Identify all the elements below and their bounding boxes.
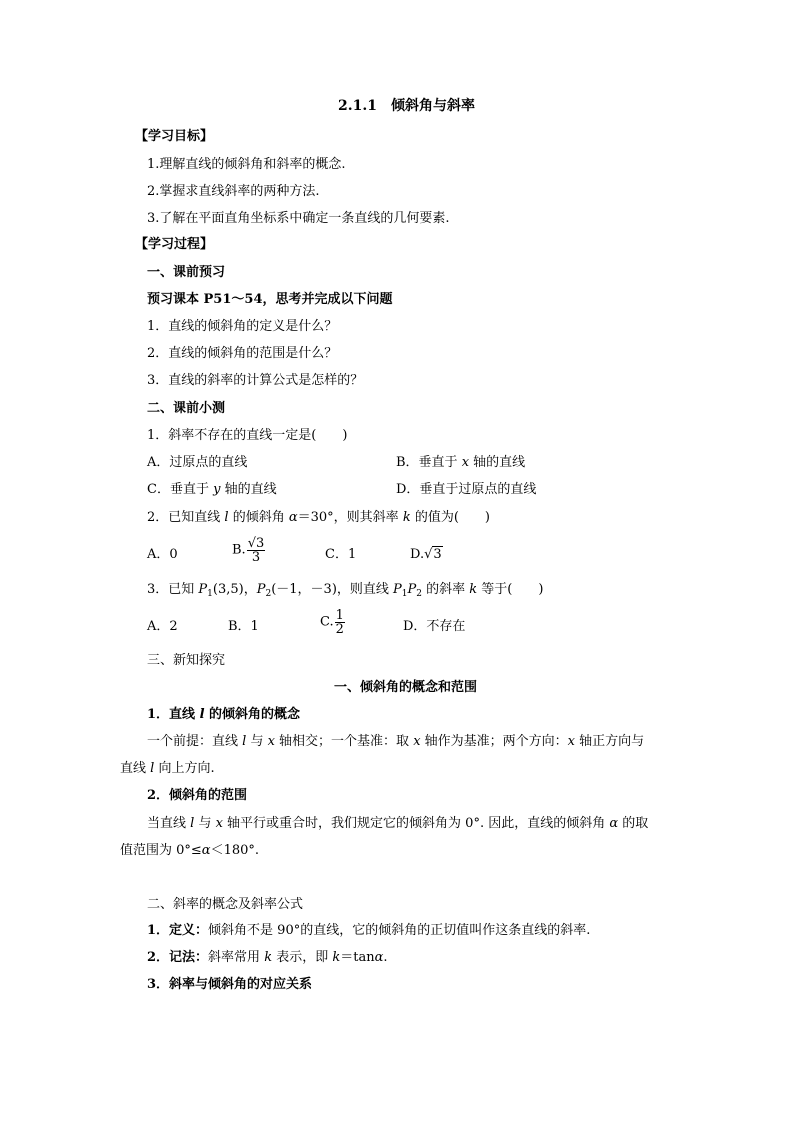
preview-question: 1．直线的倾斜角的定义是什么？: [147, 319, 338, 334]
section-1-item-2-text: 当直线 l 与 x 轴平行或重合时，我们规定它的倾斜角为 0°. 因此，直线的倾斜角 α 的取: [147, 816, 649, 831]
section-1-item-2-title: 2．倾斜角的范围: [147, 788, 248, 803]
question-1-option-d: D．垂直于过原点的直线: [396, 482, 537, 497]
section-2-item-1: 1．定义：倾斜角不是 90°的直线，它的倾斜角的正切值叫作这条直线的斜率.: [147, 923, 591, 938]
quiz-header: 二、课前小测: [147, 401, 226, 416]
section-1-item-2-text-cont: 值范围为 0°≤α＜180°.: [120, 843, 260, 858]
question-3-stem: 3．已知 $P_1(3,5)$，$P_2(-1$，－3)，则直线 $P_1P_2$ 的斜率 k 等于( ): [147, 582, 544, 599]
question-2-option-a: A．0: [147, 547, 178, 562]
goal-item: 2.掌握求直线斜率的两种方法.: [147, 184, 320, 199]
section-2-item-3: 3．斜率与倾斜角的对应关系: [147, 977, 313, 992]
preview-intro: 预习课本 P51～54，思考并完成以下问题: [147, 292, 393, 307]
explore-header: 三、新知探究: [147, 653, 226, 668]
question-1-stem: 1．斜率不存在的直线一定是( ): [147, 428, 348, 443]
section-2-title: 二、斜率的概念及斜率公式: [147, 897, 304, 912]
section-1-title: 一、倾斜角的概念和范围: [334, 680, 478, 695]
process-header: 【学习过程】: [135, 237, 214, 252]
page-title: 2.1.1 倾斜角与斜率: [338, 98, 475, 114]
question-1-option-c: C．垂直于 y 轴的直线: [147, 482, 277, 497]
preview-question: 3．直线的斜率的计算公式是怎样的？: [147, 373, 364, 388]
question-2-stem: 2．已知直线 l 的倾斜角 α＝30°，则其斜率 k 的值为( ): [147, 510, 490, 525]
section-1-item-1-title: 1．直线 l 的倾斜角的概念: [147, 707, 301, 722]
question-1-option-a: A．过原点的直线: [147, 455, 248, 470]
preview-header: 一、课前预习: [147, 265, 226, 280]
question-1-option-b: B．垂直于 x 轴的直线: [396, 455, 526, 470]
question-3-option-b: B．1: [228, 619, 259, 634]
goals-header: 【学习目标】: [135, 129, 214, 144]
goal-item: 3.了解在平面直角坐标系中确定一条直线的几何要素.: [147, 211, 450, 226]
goal-item: 1.理解直线的倾斜角和斜率的概念.: [147, 157, 346, 172]
question-3-option-d: D．不存在: [403, 619, 466, 634]
section-1-item-1-text: 一个前提：直线 l 与 x 轴相交；一个基准：取 x 轴作为基准；两个方向：x 轴正方向与: [147, 734, 645, 749]
question-2-option-b: B. $\frac{√3}{3}$: [232, 536, 265, 565]
question-2-option-d: D.√3: [410, 547, 442, 562]
section-1-item-1-text-cont: 直线 l 向上方向.: [120, 761, 215, 776]
question-3-option-c: C. $\frac{1}{2}$: [320, 608, 344, 637]
preview-question: 2．直线的倾斜角的范围是什么？: [147, 346, 338, 361]
question-2-option-c: C．1: [325, 547, 357, 562]
section-2-item-2: 2．记法：斜率常用 k 表示，即 k＝tanα.: [147, 950, 388, 965]
question-3-option-a: A．2: [147, 619, 178, 634]
